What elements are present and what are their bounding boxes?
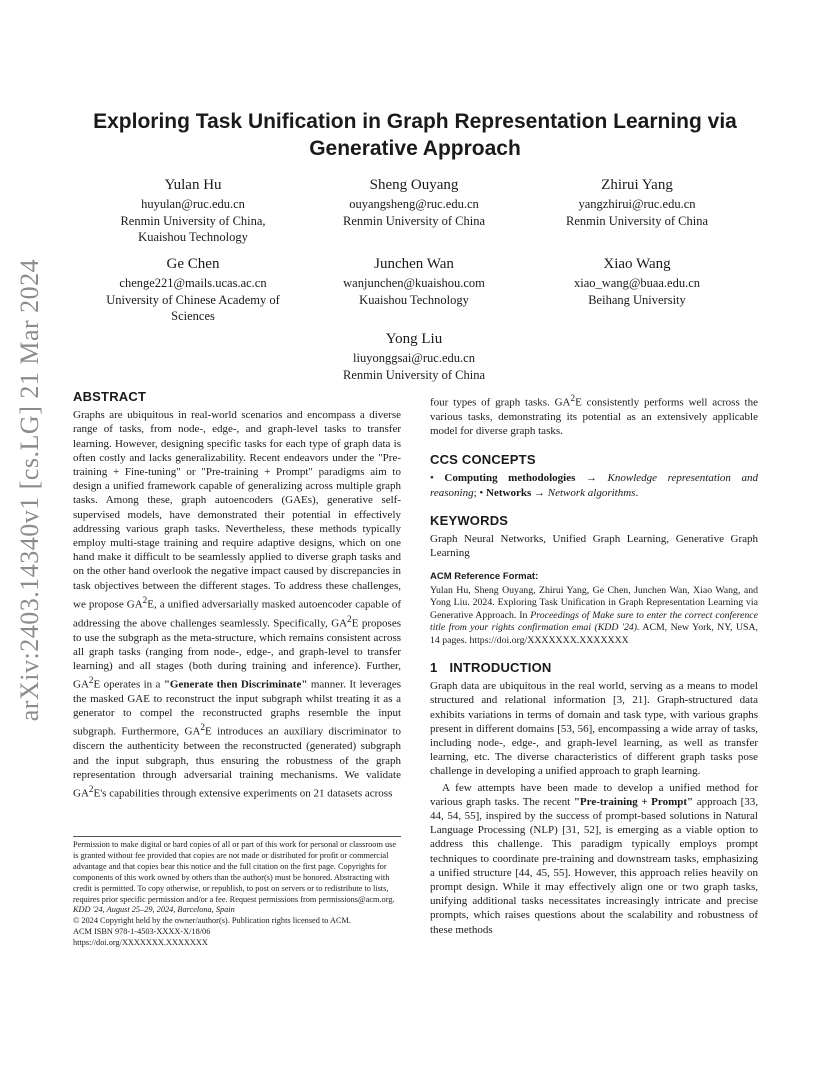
keywords-heading: KEYWORDS xyxy=(430,512,509,528)
abstract-heading: ABSTRACT xyxy=(73,389,147,404)
author-name: Zhirui Yang xyxy=(601,177,673,193)
author-name: Xiao Wang xyxy=(603,256,671,272)
author-block-ge-chen xyxy=(78,255,308,325)
keywords-text: Graph Neural Networks, Unified Graph Learning, Generative Graph Learning xyxy=(430,533,758,560)
author-name: Yong Liu xyxy=(385,331,443,347)
arxiv-identifier-stamp xyxy=(2,258,58,722)
author-affiliation: Renmin University of China xyxy=(343,213,485,228)
abstract-continuation: four types of graph tasks. $GA^2E$ consistently performs well across the various tasks, demonstrating its potential as an extensively applicable model for diverse graph tasks. xyxy=(430,393,758,438)
author-block-xiao-wang xyxy=(522,255,752,308)
right-column xyxy=(430,391,758,937)
acm-reference-heading: ACM Reference Format: xyxy=(430,571,539,583)
author-block-yong-liu xyxy=(299,330,529,383)
doi-link[interactable]: https://doi.org/XXXXXXX.XXXXXXX xyxy=(73,938,208,948)
introduction-heading: 1 INTRODUCTION xyxy=(430,659,552,675)
ccs-heading: CCS CONCEPTS xyxy=(430,452,536,468)
author-affiliation: Kuaishou Technology xyxy=(359,292,469,307)
author-email: yangzhirui@ruc.edu.cn xyxy=(578,197,696,211)
author-name: Junchen Wan xyxy=(374,256,454,272)
author-affiliation: Beihang University xyxy=(588,292,686,307)
author-block-zhirui-yang xyxy=(522,176,752,229)
author-block-yulan-hu xyxy=(78,176,308,246)
copyright-text: © 2024 Copyright held by the owner/author(s). Publication rights licensed to ACM. xyxy=(73,916,351,926)
ccs-concepts-text: • Computing methodologies → Knowledge representation and reasoning; • Networks → Network algorithms. xyxy=(430,472,758,499)
intro-paragraph-1: Graph data are ubiquitous in the real world, serving as a means to model structured and relational information [3, 21]. Graph-structured data exhibits variations in terms of domain and task type, with various graphs present in different domains [53, 56], encompassing a wide array of tasks, including node-, edge-, and graph-level learning, as well as transfer learning, etc. The diverse characteristics of different graph tasks pose challenge in developing a unified approach to graph learning. xyxy=(430,680,758,778)
author-block-sheng-ouyang xyxy=(299,176,529,229)
author-name: Ge Chen xyxy=(166,256,220,272)
conference-info: KDD '24, August 25–29, 2024, Barcelona, Spain xyxy=(73,905,235,915)
generate-then-discriminate-phrase: "Generate then Discriminate" xyxy=(163,678,308,691)
abstract-text: Graphs are ubiquitous in real-world scenarios and encompass a diverse range of tasks, from node-, edge-, and graph-level tasks to transfer learning. However, designing specific tasks for each type of graph data is often costly and lacks generalizability. Recent endeavors under the "Pre-training + Fine-tuning" or "Pre-training + Prompt" paradigms aim to design a unified framework capable of generalizing across multiple graph tasks. Among these, graph autoencoders (GAEs), generative self-supervised models, have demonstrated their potential in effectively addressing various graph tasks. Nevertheless, these methods typically employ multi-stage training and require adaptive designs, which on one hand make it difficult to be seamlessly applied to diverse graph tasks and on the other hand overlook the negative impact caused by discrepancies in task objectives between the different stages. To address these challenges, we propose $GA^2E$, a unified adversarially masked autoencoder capable of addressing the above challenges seamlessly. Specifically, $GA^2E$ proposes to use the subgraph as the meta-structure, which remains consistent across all graph tasks (ranging from node-, edge-, and graph-level to transfer learning) and all stages (both during training and inference). Further, $GA^2E$ operates in a "Generate then Discriminate" manner. It leverages the masked GAE to reconstruct the input subgraph whilst treating it as a generator to compel the reconstructed graphs resemble the input subgraph. Furthermore, $GA^2E$ introduces an auxiliary discriminator to discern the authenticity between the reconstructed (generated) subgraph and the input subgraph, thus ensuring the robustness of the graph representation through adversarial training mechanisms. We validate $GA^2E's$ capabilities through extensive experiments on 21 datasets across xyxy=(73,409,402,800)
acm-reference-text: Yulan Hu, Sheng Ouyang, Zhirui Yang, Ge Chen, Junchen Wan, Xiao Wang, and Yong Liu. 2024. Exploring Task Unification in Graph Representation Learning via Generative Approach. In Proceedings of Make sure to enter the correct conference title from your rights confirmation emai (KDD '24). ACM, New York, NY, USA, 14 pages. https://doi.org/XXXXXXX.XXXXXXX xyxy=(430,584,758,646)
author-affiliation: Renmin University of China, xyxy=(120,213,266,228)
permission-footnote xyxy=(73,836,401,949)
author-email: liuyonggsai@ruc.edu.cn xyxy=(353,351,475,365)
author-email: huyulan@ruc.edu.cn xyxy=(141,197,245,211)
author-affiliation: Renmin University of China xyxy=(343,367,485,382)
paper-title xyxy=(70,108,760,162)
author-name: Yulan Hu xyxy=(164,177,222,193)
author-email: chenge221@mails.ucas.ac.cn xyxy=(119,276,267,290)
pretraining-prompt-phrase: "Pre-training + Prompt" xyxy=(573,795,694,808)
left-column xyxy=(73,390,401,801)
author-affiliation: Renmin University of China xyxy=(566,213,708,228)
author-name: Sheng Ouyang xyxy=(369,177,459,193)
intro-paragraph-2: A few attempts have been made to develop a unified method for various graph tasks. The recent "Pre-training + Prompt" approach [33, 44, 54, 55], inspired by the success of prompt-based solutions in Natural Language Processing (NLP) [31, 52], is emerging as a viable option to address this challenge. This paradigm typically employs prompt techniques to coordinate pre-training and downstream tasks, emphasizing a unified structure [44, 45, 55]. However, this approach relies heavily on prompt design. While it may effectively align one or two graph tasks, unifying additional tasks necessitates increasingly intricate and precise prompts, which raises questions about the scalability and robustness of these methods xyxy=(430,781,758,936)
author-email: ouyangsheng@ruc.edu.cn xyxy=(349,197,479,211)
permission-text: Permission to make digital or hard copies of all or part of this work for personal or classroom use is granted without fee provided that copies are not made or distributed for profit or commercial advantage and that copies bear this notice and the full citation on the first page. Copyrights for components of this work owned by others than the author(s) must be honored. Abstracting with credit is permitted. To copy otherwise, or republish, to post on servers or to redistribute to lists, requires prior specific permission and/or a fee. Request permissions from permissions@acm.org. xyxy=(73,840,397,904)
acm-reference-block xyxy=(430,571,758,646)
author-email: wanjunchen@kuaishou.com xyxy=(343,276,485,290)
author-affiliation: University of Chinese Academy of xyxy=(106,292,280,307)
author-email: xiao_wang@buaa.edu.cn xyxy=(573,276,701,290)
title-line-2: Generative Approach xyxy=(309,137,521,160)
isbn-text: ACM ISBN 978-1-4503-XXXX-X/18/06 xyxy=(73,927,211,937)
arxiv-id-text: arXiv:2403.14340v1 [cs.LG] 21 Mar 2024 xyxy=(15,258,44,722)
title-line-1: Exploring Task Unification in Graph Representation Learning via xyxy=(93,110,737,133)
author-block-junchen-wan xyxy=(299,255,529,308)
author-affiliation-2: Kuaishou Technology xyxy=(138,230,248,244)
author-affiliation-2: Sciences xyxy=(171,309,215,323)
section-number: 1 xyxy=(430,659,438,675)
